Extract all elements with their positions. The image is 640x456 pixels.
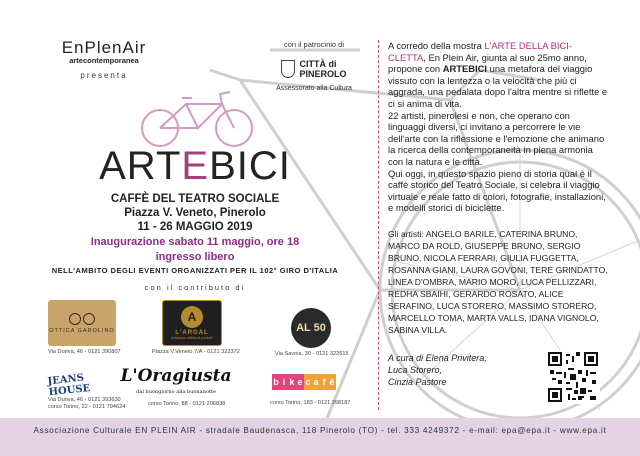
curator-line-1: A cura di Elena Privitera, bbox=[388, 353, 487, 363]
city-shield-icon bbox=[281, 60, 295, 78]
inauguration-text: Inaugurazione sabato 11 maggio, ore 18 bbox=[90, 236, 300, 248]
al50-logo-text: AL 50 bbox=[296, 322, 326, 334]
patronage-block bbox=[266, 40, 362, 92]
artists-block bbox=[388, 228, 610, 336]
garolino-address: Via Duriva, 46 - 0121 390807 bbox=[48, 349, 121, 355]
venue-block bbox=[60, 192, 330, 234]
organizer-logo bbox=[44, 38, 164, 80]
garolino-logo bbox=[48, 300, 116, 346]
desc-p1-intro: A corredo della mostra bbox=[388, 40, 485, 51]
jeans-house-address: Via Duriva, 46 - 0121 393630 corso Torino, 22 - 0121 794624 bbox=[48, 397, 126, 410]
title-part-2: BICI bbox=[209, 144, 291, 188]
title-accent-letter: E bbox=[181, 144, 210, 188]
jeans-house-logo: JEANS HOUSE bbox=[47, 372, 91, 399]
event-title bbox=[90, 144, 300, 189]
largal-address: Piazza V.Veneto 7/A - 0121 322372 bbox=[152, 349, 240, 355]
oragiusta-logo-text: L'Oragiusta bbox=[120, 366, 232, 386]
context-text: NELL'AMBITO DEGLI EVENTI ORGANIZZATI PER IL 102° GIRO D'ITALIA bbox=[51, 266, 339, 275]
sponsor-largal bbox=[152, 300, 240, 355]
largal-badge-icon: A bbox=[181, 306, 203, 328]
column-divider bbox=[378, 40, 379, 410]
oragiusta-logo bbox=[120, 366, 232, 398]
footer-bar bbox=[0, 418, 640, 456]
largal-logo-text: L'ARGAL bbox=[175, 330, 209, 336]
al50-logo bbox=[291, 308, 331, 348]
sponsor-oragiusta bbox=[120, 366, 232, 407]
bikecafe-address: corso Torino, 183 - 0121 398187 bbox=[270, 400, 351, 406]
presenta-text: presenta bbox=[80, 71, 128, 80]
largal-logo bbox=[162, 300, 222, 346]
organizer-subtitle: artecontemporanea bbox=[69, 56, 139, 65]
event-dates: 11 - 26 MAGGIO 2019 bbox=[137, 221, 253, 233]
organizer-name: EnPlenAir bbox=[61, 38, 147, 57]
patronage-label: con il patrocinio di bbox=[283, 40, 345, 49]
venue-name: CAFFÈ DEL TEATRO SOCIALE bbox=[110, 193, 280, 205]
assessorato-label: Assessorato alla Cultura bbox=[276, 85, 352, 92]
curator-line-3: Cinzia Pastore bbox=[388, 377, 447, 387]
sponsor-garolino bbox=[48, 300, 121, 355]
title-part-1: ART bbox=[99, 144, 182, 188]
footer-contact-text: Associazione Culturale EN PLEIN AIR - stradale Baudenasca, 118 Pinerolo (TO) - tel. 333 4249372 - e-mail: epa@epa.it - www.epa.it bbox=[33, 426, 607, 435]
artists-names: ANGELO BARILE, CATERINA BRUNO, MARCO DA ROLD, GIUSEPPE BRUNO, SERGIO BRUNO, NICOLA FERRARI, GIULIA FUGGETTA, ROSANNA GIANI, LAURA GOVONI, TERE GRINDATTO, LINEA D'OMBRA, MARIO MORO, LUCA PELLIZZARI, REDHA SBAIHI, GERARDO ROSATO, ALICE SERAFINO, LUCA STORERO, MASSIMO STORERO, MARCELLO TOMA, MARTA VALLS, IDANA VIGNOLO, SABINA VILLA. bbox=[388, 229, 608, 335]
glasses-icon bbox=[69, 313, 95, 325]
description-block bbox=[388, 40, 608, 214]
sponsor-jeans-house bbox=[48, 374, 125, 411]
oragiusta-tagline: dal buongiorno alla buonanotte bbox=[136, 389, 216, 395]
pink-bicycle-icon bbox=[138, 88, 258, 148]
desc-p1-end: una metafora del viaggio vissuto con la lentezza o la velocità che più ci aggrada, una pedalata dopo l'altra mentre si riflette e ci si anima di vita. bbox=[388, 63, 608, 109]
largal-tagline: selezione ottima di prodotti bbox=[171, 336, 213, 340]
desc-p1-middle: , En Plein Air, giunta al suo 25mo anno, propone con bbox=[388, 51, 587, 75]
pinerolo-crest bbox=[272, 55, 356, 83]
venue-address: Piazza V. Veneto, Pinerolo bbox=[124, 207, 266, 219]
sponsors-label: con il contributo di bbox=[144, 283, 246, 292]
qr-code-icon[interactable] bbox=[546, 350, 600, 404]
sponsor-bikecafe bbox=[270, 374, 350, 406]
sponsor-al50 bbox=[275, 308, 349, 357]
bikecafe-logo-name bbox=[270, 392, 271, 393]
description-paragraph-2: 22 artisti, pinerolesi e non, che operano con linguaggi diversi, ci invitano a percorrere le vie dell'arte con la riflessione e l'emozione che animano la ricerca della contemporaneità in piena armonia con la natura e le città. bbox=[388, 109, 605, 167]
al50-address: Via Savoia, 30 - 0121 322615 bbox=[275, 351, 349, 357]
curator-line-2: Luca Storero, bbox=[388, 365, 443, 375]
bikecafe-logo: b i k e c a f è bbox=[272, 374, 336, 392]
curators-block bbox=[388, 352, 538, 388]
oragiusta-address: corso Torino, 88 - 0121 206838 bbox=[148, 401, 226, 407]
entry-text: ingresso libero bbox=[155, 251, 235, 263]
artists-label: Gli artisti: bbox=[388, 229, 426, 239]
brand-name: ARTEBICI bbox=[442, 63, 488, 75]
exhibition-title: L'ARTE DELLA BICI-CLETTA bbox=[388, 40, 572, 63]
city-name: CITTÀ di PINEROLO bbox=[299, 59, 347, 79]
description-paragraph-3: Qui oggi, in questo spazio pieno di storia qual è il caffè storico del Teatro Sociale, si celebra il viaggio virtuale e reale fatto di colori, fotografie, installazioni, e modelli storici di biciclette. bbox=[388, 167, 606, 214]
garolino-logo-text: OTTICA GAROLINO bbox=[49, 327, 115, 334]
description-paragraph-1 bbox=[388, 40, 608, 110]
